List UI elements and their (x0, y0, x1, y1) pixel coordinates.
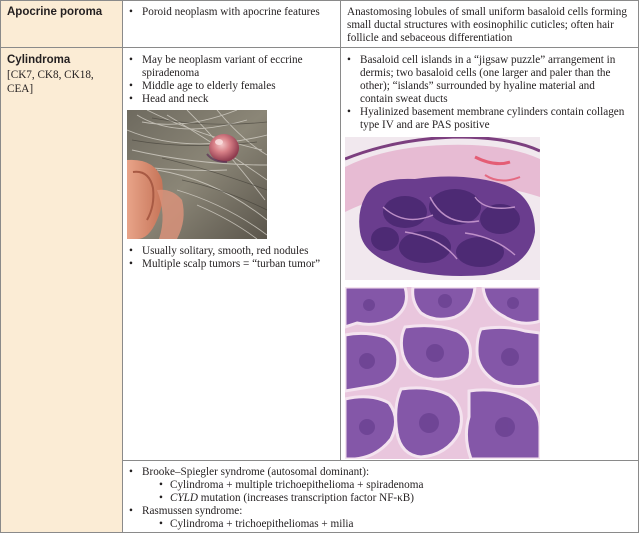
clinical-cell-cylindroma (122, 47, 341, 461)
syndromes-list (127, 466, 634, 531)
list-item: • Head and neck (127, 93, 332, 106)
list-item: • Poroid neoplasm with apocrine features (127, 6, 336, 19)
clinical-list-top (127, 54, 332, 106)
clinical-list-bottom (127, 245, 332, 271)
brooke-spiegler-sublist (142, 479, 634, 505)
list-item: • Cylindroma + trichoepitheliomas + milia (142, 518, 634, 531)
entity-cell-cylindroma (0, 47, 123, 533)
list-item-cyld (142, 492, 634, 505)
list-item-rasmussen (127, 505, 634, 531)
histology-photo-high-power (345, 287, 540, 459)
syndromes-cell-cylindroma (122, 460, 639, 533)
list-item: • Basaloid cell islands in a “jigsaw puzzle” arrangement in dermis; two basaloid cells (one larger and paler than the other); “islands” surrounded by hyaline material and contain sweat ducts (345, 54, 630, 106)
histology-high-power-image (345, 287, 540, 459)
rasmussen-sublist (142, 518, 634, 531)
histology-text: Anastomosing lobules of small uniform basaloid cells forming small ductal structures with eosinophilic cuticles; often hair follicle and sebaceous differentiation (347, 6, 627, 44)
histology-low-power-image (345, 137, 540, 280)
histology-cell-apocrine-poroma (340, 0, 639, 48)
immuno-markers: [CK7, CK8, CK18, CEA] (7, 69, 94, 95)
list-item-brooke-spiegler (127, 466, 634, 505)
list-item: • May be neoplasm variant of eccrine spiradenoma (127, 54, 332, 80)
entity-name: Apocrine poroma (7, 6, 103, 18)
entity-name: Cylindroma (7, 54, 71, 66)
gene-description: mutation (increases transcription factor NF-κB) (198, 492, 414, 504)
clinical-list (127, 6, 336, 19)
histology-cell-cylindroma (340, 47, 639, 461)
list-item: • Hyalinized basement membrane cylinders contain collagen type IV and are PAS positive (345, 106, 630, 132)
list-item: • Cylindroma + multiple trichoepithelioma + spiradenoma (142, 479, 634, 492)
scalp-nodule-image (127, 110, 267, 239)
histology-photo-low-power (345, 137, 540, 280)
histology-list (345, 54, 630, 132)
list-item: • Usually solitary, smooth, red nodules (127, 245, 332, 258)
clinical-photo-scalp-nodule (127, 110, 267, 239)
rasmussen-label: Rasmussen syndrome: (142, 505, 243, 517)
entity-cell-apocrine-poroma (0, 0, 123, 48)
list-item: • Multiple scalp tumors = “turban tumor” (127, 258, 332, 271)
clinical-cell-apocrine-poroma (122, 0, 341, 48)
list-item: • Middle age to elderly females (127, 80, 332, 93)
brooke-spiegler-label: Brooke–Spiegler syndrome (autosomal dominant): (142, 466, 370, 478)
gene-name: CYLD (170, 492, 198, 504)
